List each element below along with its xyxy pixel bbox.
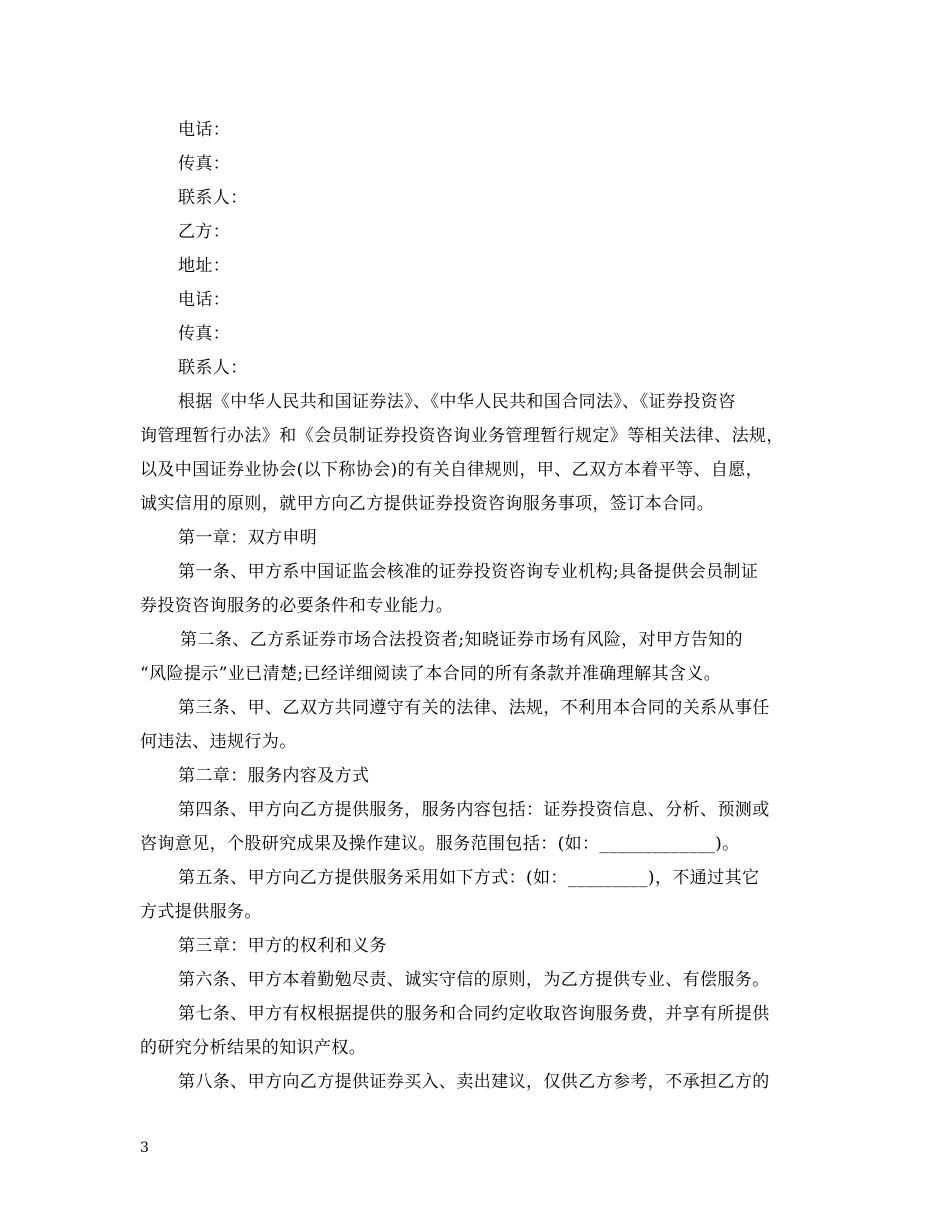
- text-line: 券投资咨询服务的必要条件和专业能力。: [140, 596, 454, 616]
- text-line: 联系人：: [178, 358, 248, 378]
- text-line: 第一条、甲方系中国证监会核准的证券投资咨询专业机构;具备提供会员制证: [178, 562, 759, 582]
- text-line: 地址：: [178, 256, 231, 276]
- text-line: 第八条、甲方向乙方提供证券买入、卖出建议，仅供乙方参考，不承担乙方的: [178, 1072, 770, 1092]
- text-line: 电话：: [178, 120, 231, 140]
- text-line: 以及中国证券业协会(以下称协会)的有关自律规则，甲、乙双方本着平等、自愿，: [140, 460, 764, 480]
- text-line: 何违法、违规行为。: [140, 732, 297, 752]
- text-line: 询管理暂行办法》和《会员制证券投资咨询业务管理暂行规定》等相关法律、法规，: [140, 426, 784, 446]
- text-line: 电话：: [178, 290, 231, 310]
- text-line: 第三章：甲方的权利和义务: [178, 936, 387, 956]
- text-line: 第一章：双方申明: [178, 528, 318, 548]
- text-line: 方式提供服务。: [140, 902, 262, 922]
- text-line: 第二条、乙方系证券市场合法投资者;知晓证券市场有风险，对甲方告知的: [180, 630, 743, 650]
- text-line: 第五条、甲方向乙方提供服务采用如下方式：(如：_________)，不通过其它: [178, 868, 760, 888]
- text-line: “风险提示”业已清楚;已经详细阅读了本合同的所有条款并准确理解其含义。: [140, 664, 722, 684]
- text-line: 第七条、甲方有权根据提供的服务和合同约定收取咨询服务费，并享有所提供: [178, 1004, 770, 1024]
- text-line: 咨询意见，个股研究成果及操作建议。服务范围包括：(如：_____________)。: [140, 834, 740, 854]
- text-line: 第三条、甲、乙双方共同遵守有关的法律、法规，不利用本合同的关系从事任: [178, 698, 770, 718]
- text-line: 根据《中华人民共和国证券法》、《中华人民共和国合同法》、《证券投资咨: [178, 392, 736, 412]
- text-line: 第二章：服务内容及方式: [178, 766, 370, 786]
- text-line: 的研究分析结果的知识产权。: [140, 1038, 367, 1058]
- text-line: 联系人：: [178, 188, 248, 208]
- text-line: 传真：: [178, 324, 231, 344]
- text-line: 乙方：: [178, 222, 231, 242]
- text-line: 第四条、甲方向乙方提供服务，服务内容包括：证券投资信息、分析、预测或: [178, 800, 770, 820]
- text-line: 第六条、甲方本着勤勉尽责、诚实守信的原则，为乙方提供专业、有偿服务。: [178, 970, 770, 990]
- document-body: [140, 113, 820, 1099]
- text-line: 诚实信用的原则，就甲方向乙方提供证券投资咨询服务事项，签订本合同。: [140, 494, 715, 514]
- page-number: 3: [140, 1140, 149, 1156]
- text-line: 传真：: [178, 154, 231, 174]
